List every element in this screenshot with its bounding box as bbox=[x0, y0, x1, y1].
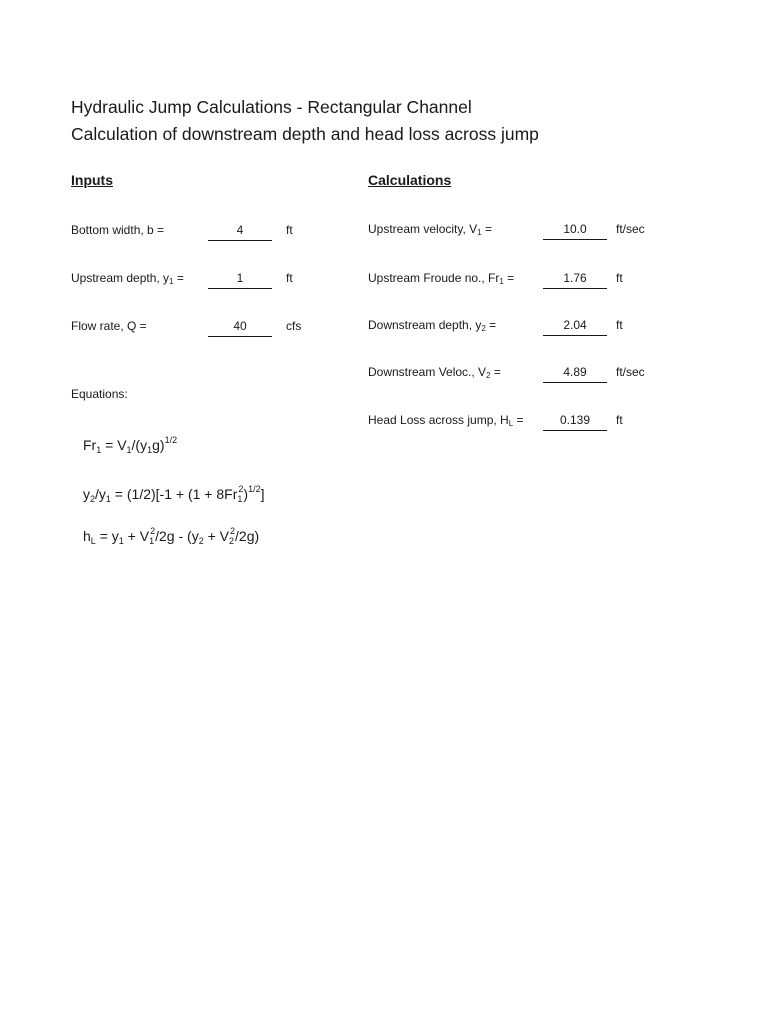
froude-equation: $Fr_1 = V_1/(y_1g)^{1/2}$ bbox=[83, 435, 178, 455]
head-loss-equation: $h_L = y_1 + V_1^2/2g - (y_2 + V_2^2/2g)$ bbox=[83, 526, 260, 546]
upstream-velocity-label: Upstream velocity, $V_1$ = bbox=[368, 222, 492, 237]
flow-rate-unit: cfs bbox=[286, 319, 302, 333]
upstream-depth-label: Upstream depth, $y_1$ = bbox=[71, 271, 184, 286]
upstream-depth-unit: ft bbox=[286, 271, 293, 285]
downstream-velocity-unit: ft/sec bbox=[616, 365, 645, 379]
upstream-froude-label: Upstream Froude no., $Fr_1$ = bbox=[368, 271, 515, 286]
bottom-width-label: Bottom width, b = bbox=[71, 223, 165, 237]
upstream-depth-input[interactable]: 1 bbox=[208, 271, 272, 289]
downstream-depth-unit: ft bbox=[616, 318, 623, 332]
bottom-width-input[interactable]: 4 bbox=[208, 223, 272, 241]
equations-label: Equations: bbox=[71, 387, 128, 401]
downstream-depth-value: 2.04 bbox=[543, 318, 607, 336]
head-loss-value: 0.139 bbox=[543, 413, 607, 431]
page-subtitle: Calculation of downstream depth and head loss across jump bbox=[71, 124, 539, 144]
upstream-velocity-value: 10.0 bbox=[543, 222, 607, 240]
upstream-velocity-unit: ft/sec bbox=[616, 222, 645, 236]
flow-rate-input[interactable]: 40 bbox=[208, 319, 272, 337]
page-title: Hydraulic Jump Calculations - Rectangular Channel bbox=[71, 97, 472, 117]
upstream-froude-value: 1.76 bbox=[543, 271, 607, 289]
head-loss-label: Head Loss across jump, $H_L$ = bbox=[368, 413, 524, 428]
flow-rate-label: Flow rate, Q = bbox=[71, 319, 147, 333]
downstream-velocity-value: 4.89 bbox=[543, 365, 607, 383]
bottom-width-unit: ft bbox=[286, 223, 293, 237]
downstream-depth-label: Downstream depth, $y_2$ = bbox=[368, 318, 497, 333]
calculations-heading: Calculations bbox=[368, 172, 452, 188]
upstream-froude-unit: ft bbox=[616, 271, 623, 285]
depth-ratio-equation: $y_2/y_1 = (1/2)[-1 + (1 + 8Fr_1^2)^{1/2}]$ bbox=[83, 484, 265, 504]
downstream-velocity-label: Downstream Veloc., $V_2$ = bbox=[368, 365, 501, 380]
inputs-heading: Inputs bbox=[71, 172, 113, 188]
head-loss-unit: ft bbox=[616, 413, 623, 427]
